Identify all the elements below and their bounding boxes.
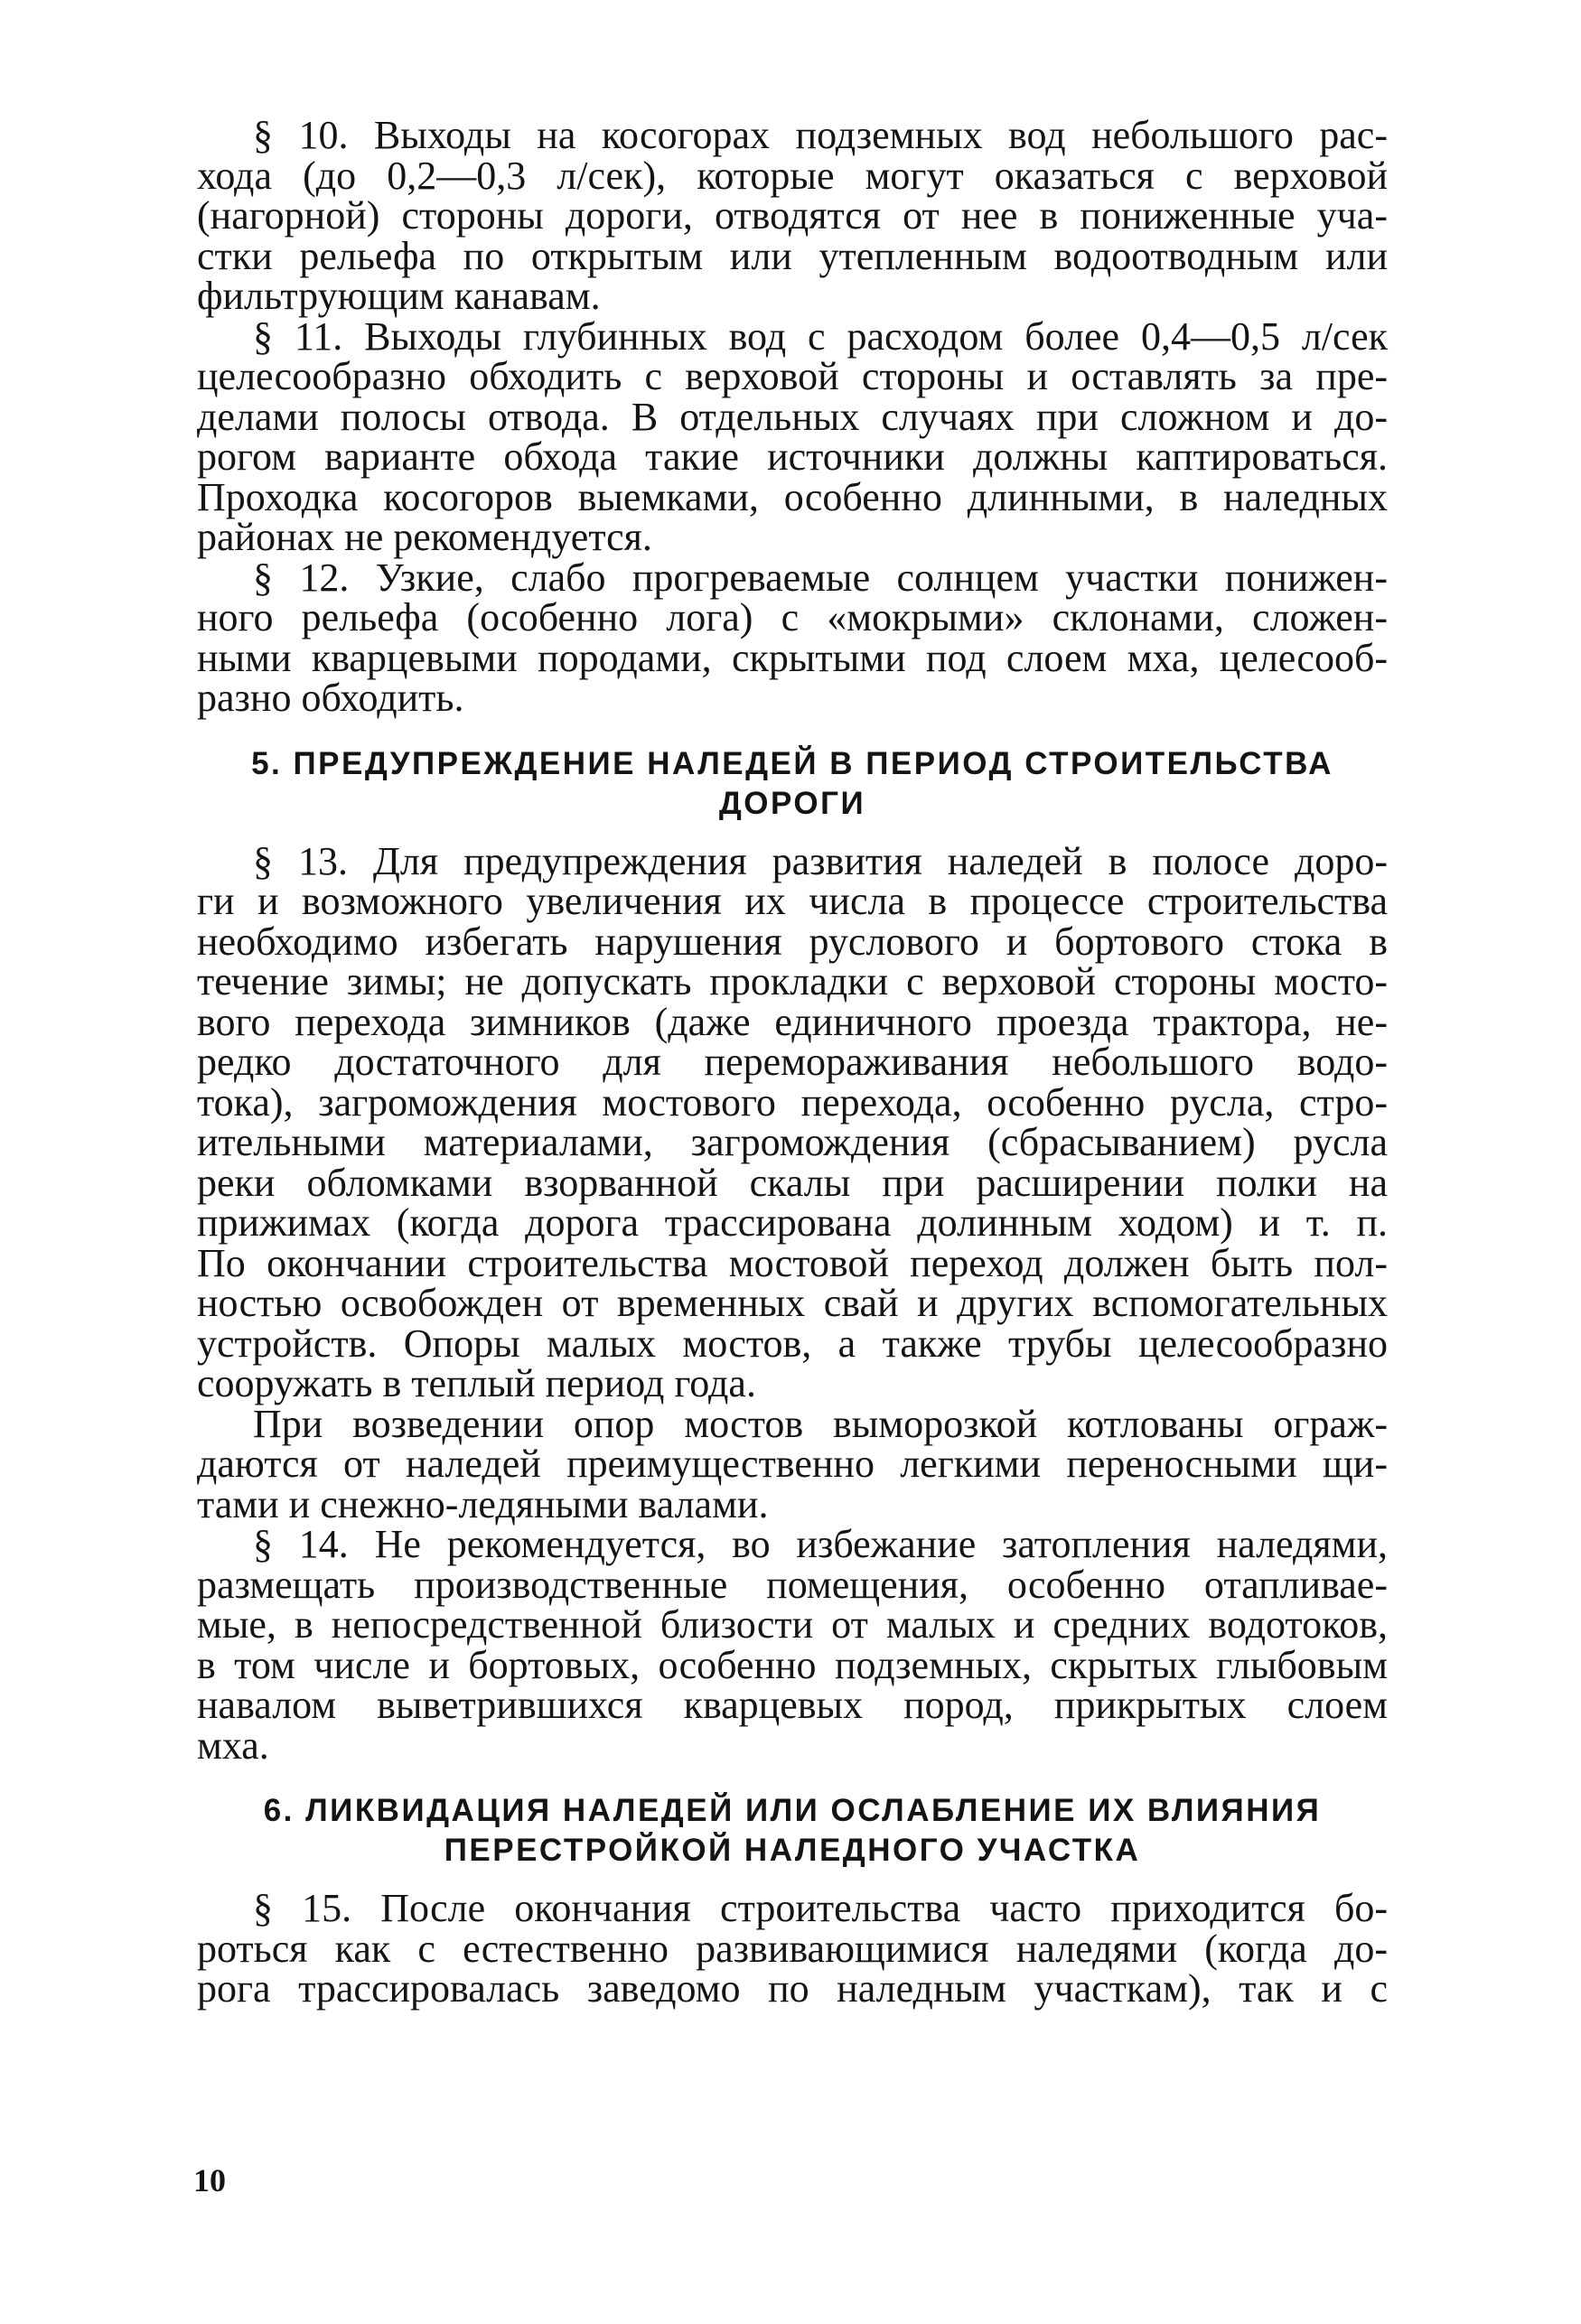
text-line: тока), загромождения мостового перехода, особенно русла, стро- — [197, 1079, 1388, 1125]
text-line: § 11. Выходы глубинных вод с расходом более 0,4—0,5 л/сек — [253, 313, 1388, 359]
text-line: (нагорной) стороны дороги, отводятся от нее в пониженные уча- — [197, 193, 1388, 238]
text-line: редко достаточного для перемораживания небольшого водо- — [197, 1040, 1388, 1084]
heading-line: ПЕРЕСТРОЙКОЙ НАЛЕДНОГО УЧАСТКА — [444, 1833, 1141, 1868]
text-line: § 15. После окончания строительства часто приходится бо- — [253, 1886, 1388, 1930]
text-line: прижимах (когда дорога трассирована долинным ходом) и т. п. — [197, 1200, 1388, 1245]
heading-line: 5. ПРЕДУПРЕЖДЕНИЕ НАЛЕДЕЙ В ПЕРИОД СТРОИТЕЛЬСТВА — [251, 745, 1333, 781]
text-line: разно обходить. — [197, 676, 464, 720]
paragraph-13-continued — [197, 1401, 1388, 1526]
section-heading-5 — [197, 744, 1388, 824]
text-line: течение зимы; не допускать прокладки с верховой стороны мосто- — [197, 959, 1388, 1003]
text-line: необходимо избегать нарушения руслового и бортового стока в — [197, 919, 1388, 964]
text-line: рога трассировалась заведомо по наледным участкам), так и с — [197, 1966, 1388, 2011]
text-line: По окончании строительства мостовой переход должен быть пол- — [197, 1240, 1388, 1285]
text-line: стки рельефа по открытым или утепленным водоотводным или — [197, 233, 1388, 278]
paragraph-14 — [197, 1522, 1388, 1768]
text-line: фильтрующим канавам. — [197, 274, 601, 318]
text-line: роться как с естественно развивающимися наледями (когда до- — [197, 1926, 1388, 1971]
text-line: рогом варианте обхода такие источники должны каптироваться. — [197, 434, 1388, 479]
text-line: § 14. Не рекомендуется, во избежание затопления наледями, — [253, 1522, 1388, 1566]
text-line: ностью освобожден от временных свай и других вспомогательных — [197, 1281, 1388, 1325]
text-line: тами и снежно-ледяными валами. — [197, 1481, 769, 1526]
text-line: вого перехода зимников (даже единичного проезда трактора, не- — [197, 999, 1388, 1044]
text-line: При возведении опор мостов выморозкой котлованы ограж- — [253, 1401, 1388, 1446]
text-line: Проходка косогоров выемками, особенно длинными, в наледных — [197, 474, 1388, 519]
text-line: устройств. Опоры малых мостов, а также трубы целесообразно — [197, 1321, 1388, 1366]
text-line: § 10. Выходы на косогорах подземных вод небольшого рас- — [253, 113, 1388, 157]
text-line: хода (до 0,2—0,3 л/сек), которые могут оказаться с верховой — [197, 153, 1388, 198]
text-line: § 12. Узкие, слабо прогреваемые солнцем участки понижен- — [253, 555, 1388, 600]
text-line: ительными материалами, загромождения (сбрасыванием) русла — [197, 1120, 1388, 1164]
heading-line: 6. ЛИКВИДАЦИЯ НАЛЕДЕЙ ИЛИ ОСЛАБЛЕНИЕ ИХ ВЛИЯНИЯ — [263, 1793, 1322, 1828]
page-body — [197, 113, 1388, 2011]
text-line: навалом выветрившихся кварцевых пород, прикрытых слоем — [197, 1683, 1388, 1727]
paragraph-15 — [197, 1886, 1388, 2011]
paragraph-10 — [197, 113, 1388, 318]
text-line: ными кварцевыми породами, скрытыми под слоем мха, целесооб- — [197, 635, 1388, 680]
text-line: размещать производственные помещения, особенно отапливае- — [197, 1562, 1388, 1607]
text-line: мха. — [197, 1722, 269, 1768]
paragraph-11 — [197, 313, 1388, 559]
text-line: реки обломками взорванной скалы при расширении полки на — [197, 1160, 1388, 1205]
paragraph-12 — [197, 555, 1388, 720]
text-line: целесообразно обходить с верховой стороны и оставлять за пре- — [197, 354, 1388, 398]
text-line: мые, в непосредственной близости от малых и средних водотоков, — [197, 1602, 1388, 1647]
text-line: ги и возможного увеличения их числа в процессе строительства — [197, 879, 1388, 923]
section-heading-6 — [197, 1791, 1388, 1871]
text-line: § 13. Для предупреждения развития наледей в полосе доро- — [253, 838, 1388, 883]
text-line: районах не рекомендуется. — [197, 515, 652, 559]
text-line: делами полосы отвода. В отдельных случаях при сложном и до- — [197, 394, 1388, 439]
text-line: сооружать в теплый период года. — [197, 1361, 756, 1405]
page-number: 10 — [193, 2162, 226, 2198]
text-line: в том числе и бортовых, особенно подземных, скрытых глыбовым — [197, 1642, 1388, 1687]
heading-line: ДОРОГИ — [718, 785, 866, 821]
paragraph-13 — [197, 838, 1388, 1405]
text-line: даются от наледей преимущественно легкими переносными щи- — [197, 1442, 1388, 1486]
text-line: ного рельефа (особенно лога) с «мокрыми» склонами, сложен- — [197, 595, 1388, 639]
